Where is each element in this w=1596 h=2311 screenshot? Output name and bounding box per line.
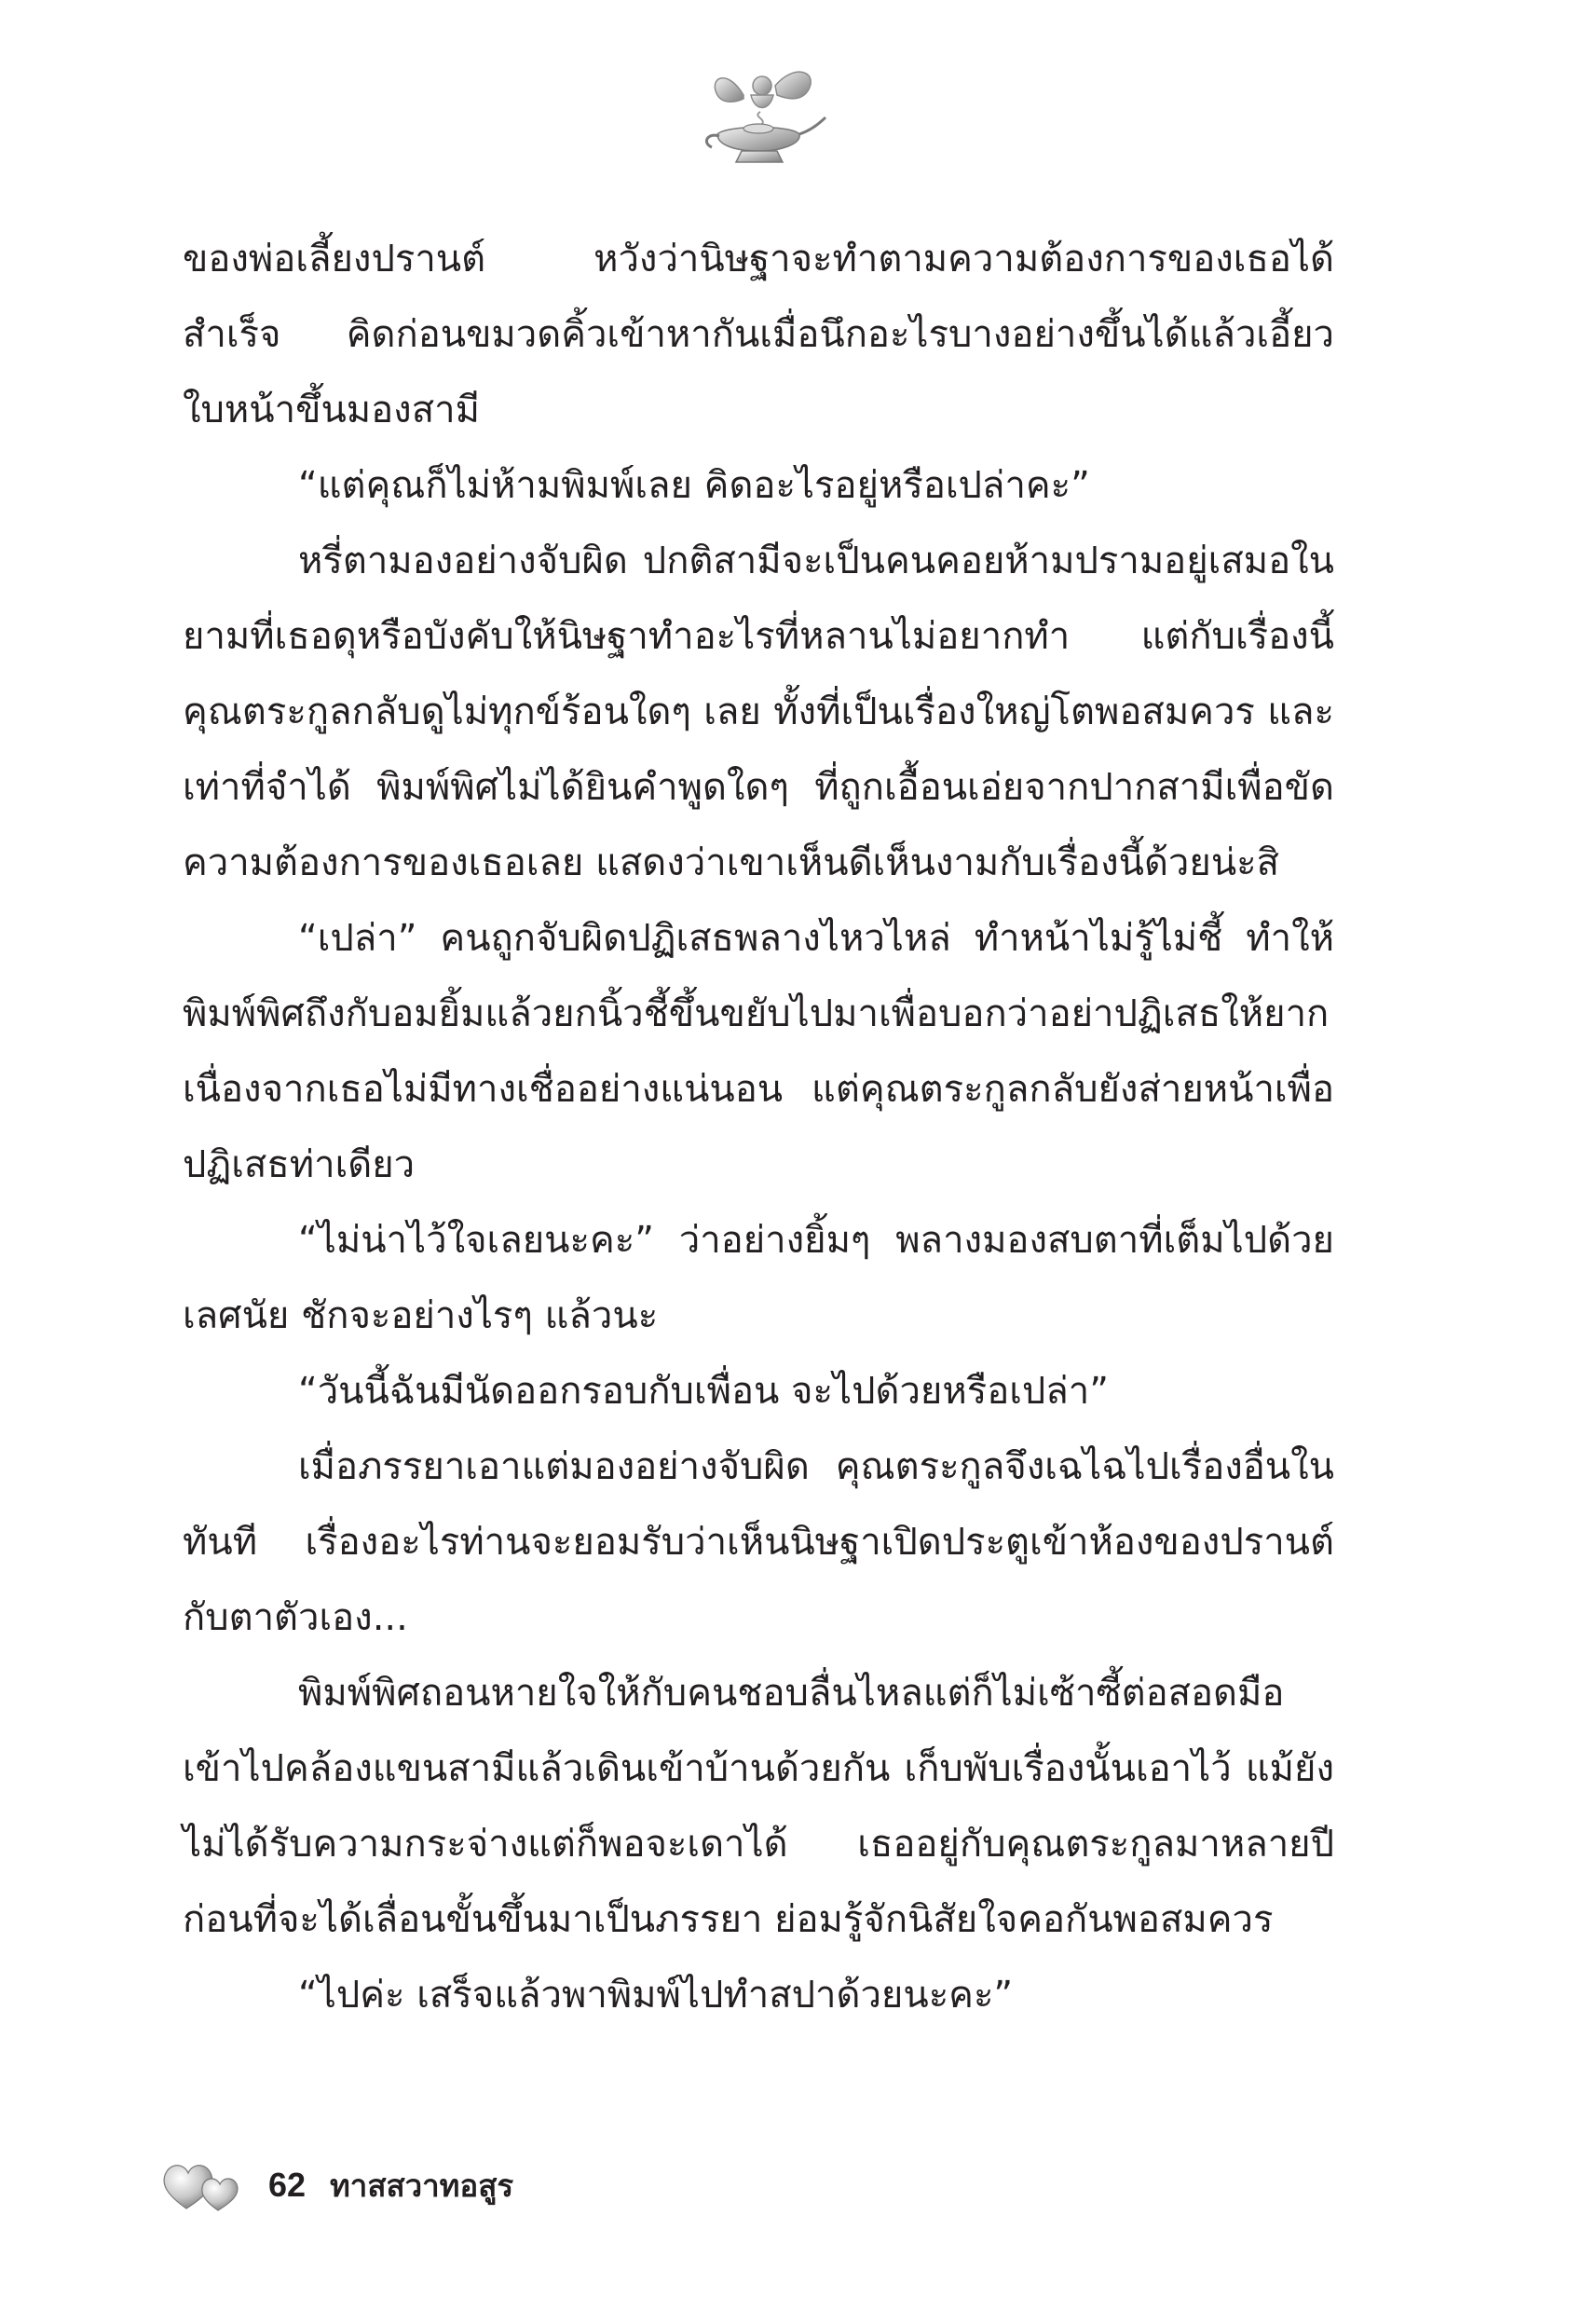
paragraph: “วันนี้ฉันมีนัดออกรอบกับเพื่อน จะไปด้วยหรือเปล่า” xyxy=(298,1370,1109,1413)
hearts-icon xyxy=(158,2156,242,2214)
paragraph: เมื่อภรรยาเอาแต่มองอย่างจับผิด คุณตระกูลจึงเฉไฉไปเรื่องอื่นในทันที เรื่องอะไรท่านจะยอมรับว่าเห็นนิษฐาเปิดประตูเข้าห้องของปรานต์กับตาตัวเอง... xyxy=(183,1445,1334,1639)
paragraph: ของพ่อเลี้ยงปรานต์ หวังว่านิษฐาจะทำตามความต้องการของเธอได้สำเร็จ คิดก่อนขมวดคิ้วเข้าหากันเมื่อนึกอะไรบางอย่างขึ้นได้แล้วเอี้ยวใบหน้าขึ้นมองสามี xyxy=(183,238,1334,431)
paragraph: “ไปค่ะ เสร็จแล้วพาพิมพ์ไปทำสปาด้วยนะคะ” xyxy=(298,1974,1014,2017)
page-footer xyxy=(158,2153,513,2218)
paragraph: “เปล่า” คนถูกจับผิดปฏิเสธพลางไหวไหล่ ทำหน้าไม่รู้ไม่ชี้ ทำให้พิมพ์พิศถึงกับอมยิ้มแล้วยกนิ้วชี้ขึ้นขยับไปมาเพื่อบอกว่าอย่าปฏิเสธให้ยาก เนื่องจากเธอไม่มีทางเชื่ออย่างแน่นอน แต่คุณตระกูลกลับยังส่ายหน้าเพื่อปฏิเสธท่าเดียว xyxy=(183,917,1334,1186)
page-body xyxy=(183,222,1334,2033)
paragraph: “ไม่น่าไว้ใจเลยนะคะ” ว่าอย่างยิ้มๆ พลางมองสบตาที่เต็มไปด้วยเลศนัย ชักจะอย่างไรๆ แล้วนะ xyxy=(183,1219,1334,1337)
book-title: ทาสสวาทอสูร xyxy=(330,2167,514,2204)
genie-lamp-cupid-icon xyxy=(689,58,829,170)
page-number: 62 xyxy=(268,2166,307,2204)
paragraph: พิมพ์พิศถอนหายใจให้กับคนชอบลื่นไหลแต่ก็ไม่เซ้าซี้ต่อสอดมือเข้าไปคล้องแขนสามีแล้วเดินเข้าบ้านด้วยกัน เก็บพับเรื่องนั้นเอาไว้ แม้ยังไม่ได้รับความกระจ่างแต่ก็พอจะเดาได้ เธออยู่กับคุณตระกูลมาหลายปีก่อนที่จะได้เลื่อนขั้นขึ้นมาเป็นภรรยา ย่อมรู้จักนิสัยใจคอกันพอสมควร xyxy=(183,1672,1334,1941)
paragraph: หรี่ตามองอย่างจับผิด ปกติสามีจะเป็นคนคอยห้ามปรามอยู่เสมอในยามที่เธอดุหรือบังคับให้นิษฐาทำอะไรที่หลานไม่อยากทำ แต่กับเรื่องนี้คุณตระกูลกลับดูไม่ทุกข์ร้อนใดๆ เลย ทั้งที่เป็นเรื่องใหญ่โตพอสมควร และเท่าที่จำได้ พิมพ์พิศไม่ได้ยินคำพูดใดๆ ที่ถูกเอื้อนเอ่ยจากปากสามีเพื่อขัดความต้องการของเธอเลย แสดงว่าเขาเห็นดีเห็นงามกับเรื่องนี้ด้วยน่ะสิ xyxy=(183,540,1334,884)
paragraph: “แต่คุณก็ไม่ห้ามพิมพ์เลย คิดอะไรอยู่หรือเปล่าคะ” xyxy=(298,464,1090,507)
